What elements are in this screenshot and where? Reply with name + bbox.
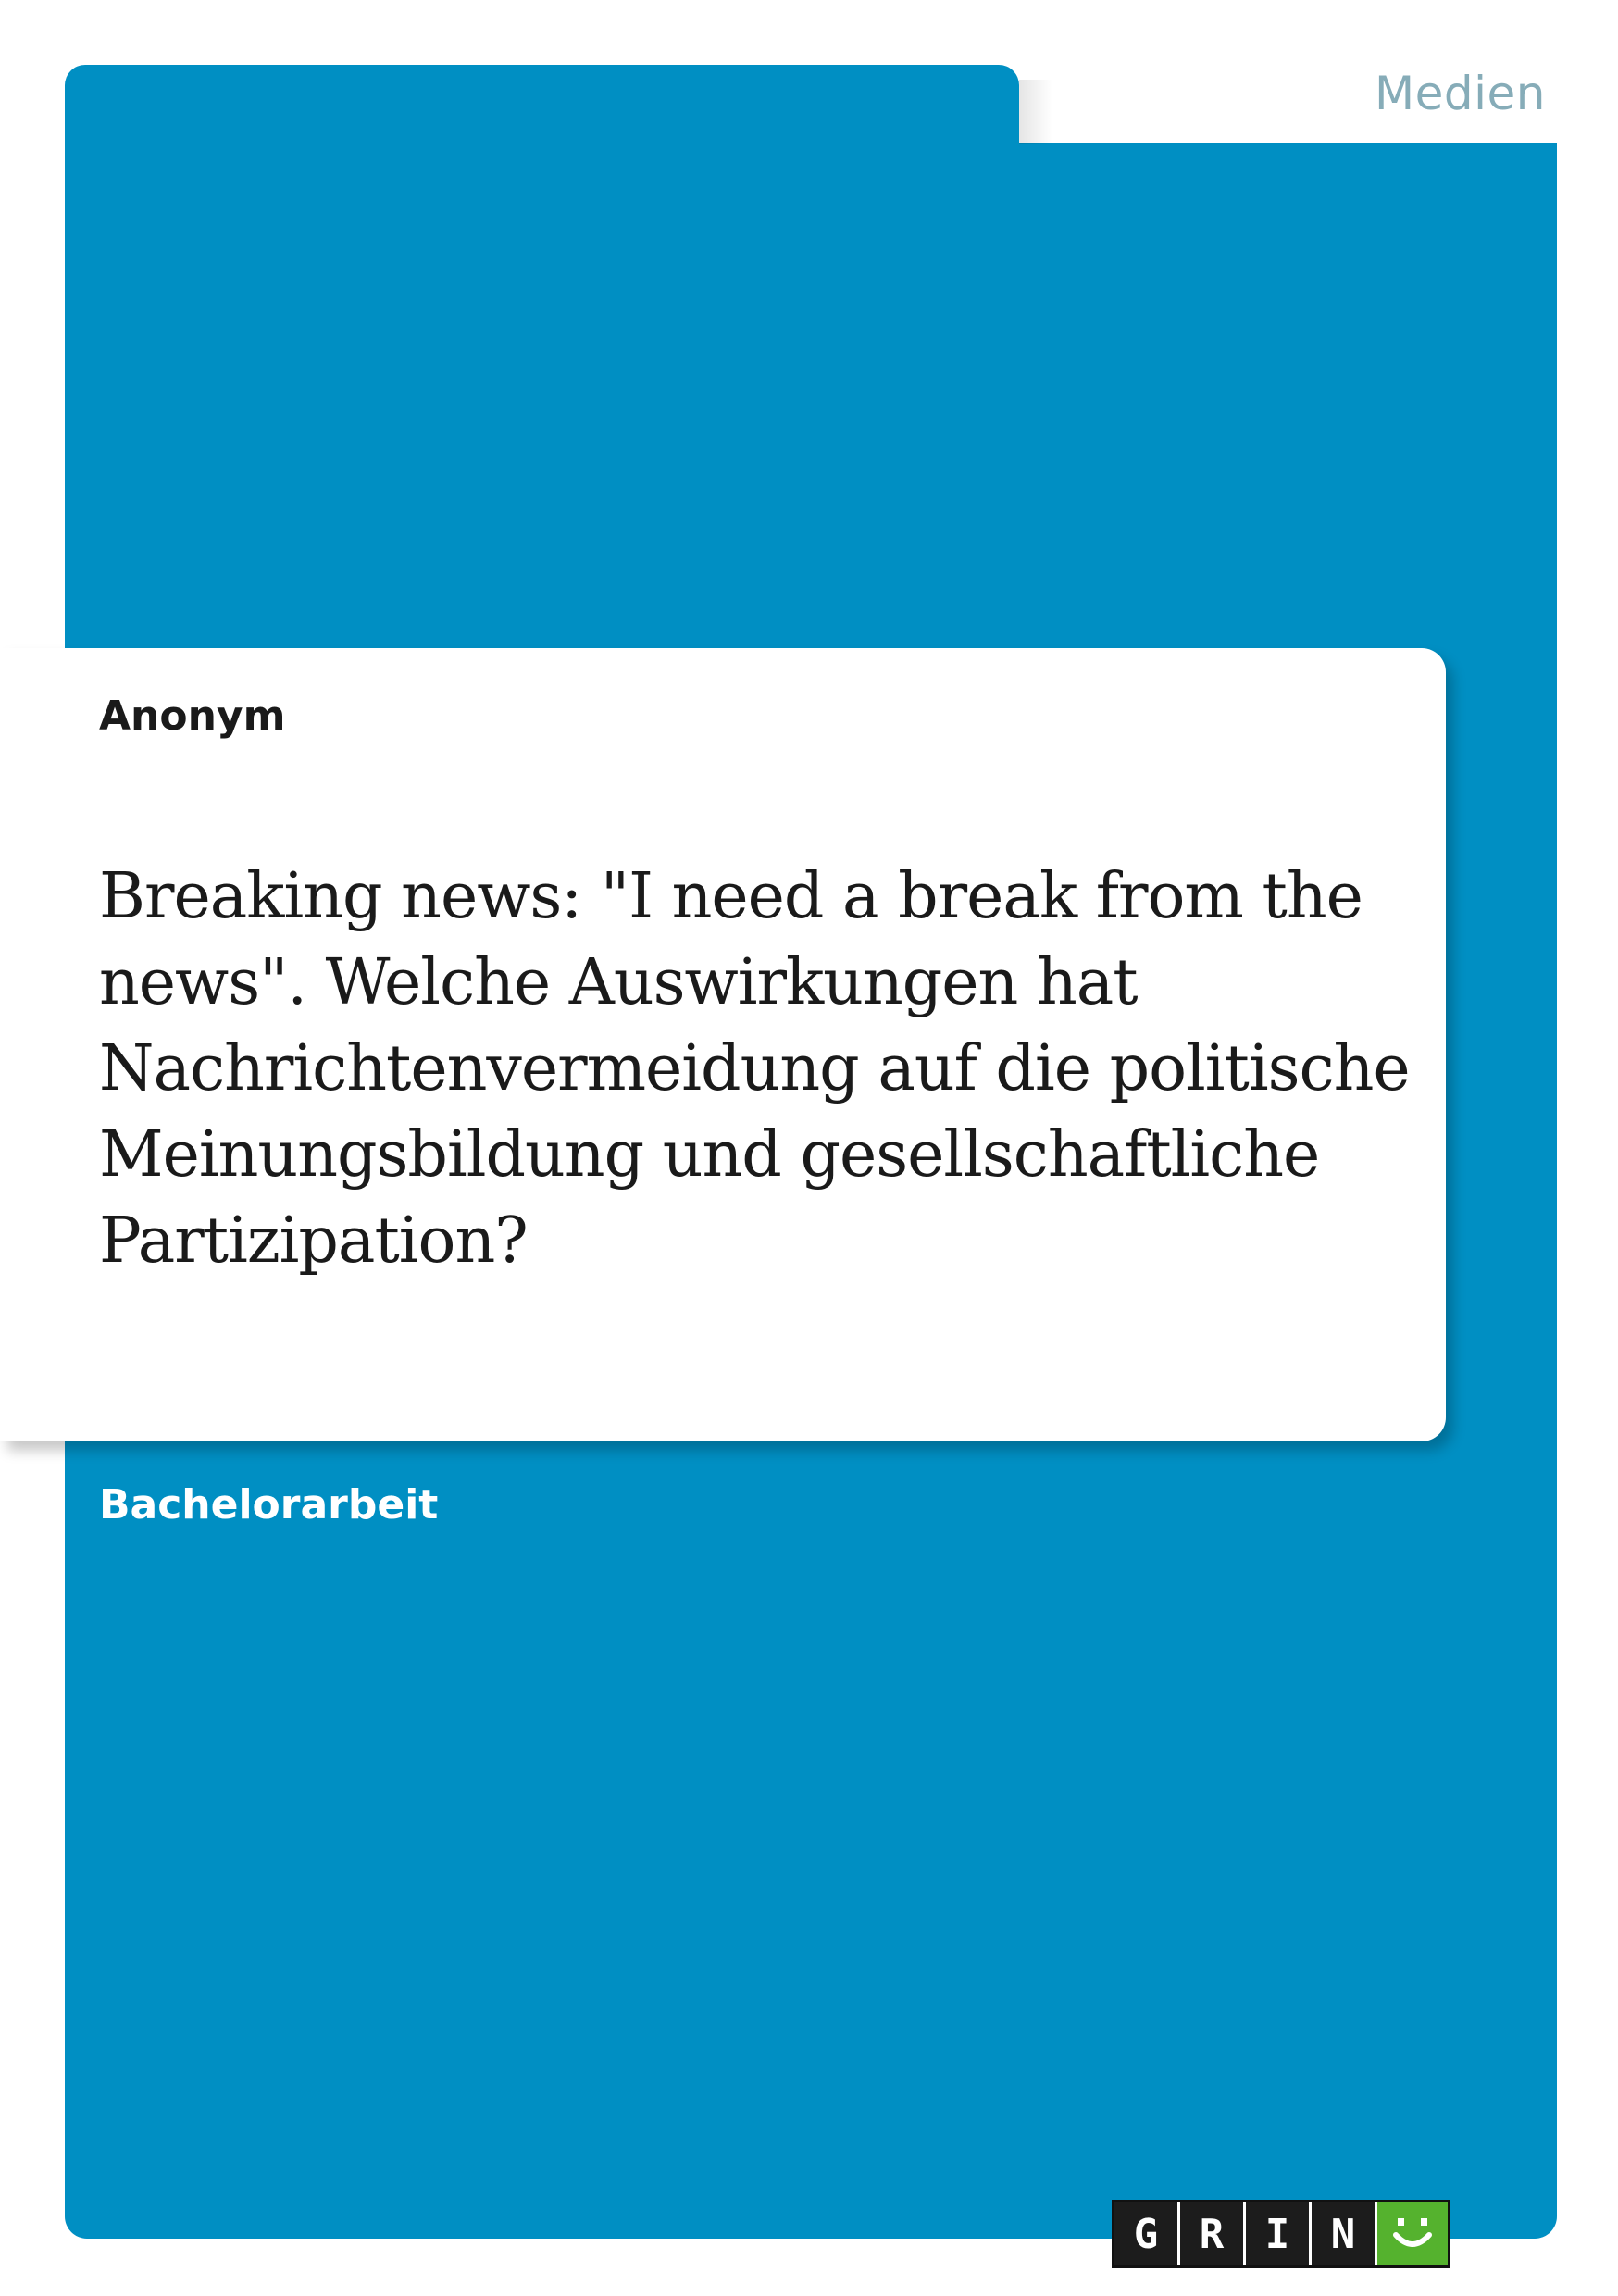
logo-letter-n: N xyxy=(1312,2202,1377,2265)
publisher-logo xyxy=(1112,2200,1450,2268)
book-title: Breaking news: "I need a break from the news". Welche Auswirkungen hat Nachrichtenvermeidung auf die politische Meinungsbildung und gesellschaftliche Partizipation? xyxy=(99,860,1410,1278)
document-type: Bachelorarbeit xyxy=(99,1481,439,1529)
author-name: Anonym xyxy=(99,693,286,740)
logo-letter-r: R xyxy=(1180,2202,1246,2265)
smiley-icon xyxy=(1377,2202,1448,2265)
cover-tab-shadow xyxy=(1019,80,1052,144)
category-label: Medien xyxy=(1375,67,1546,120)
logo-letter-i: I xyxy=(1246,2202,1312,2265)
logo-letter-g: G xyxy=(1114,2202,1180,2265)
